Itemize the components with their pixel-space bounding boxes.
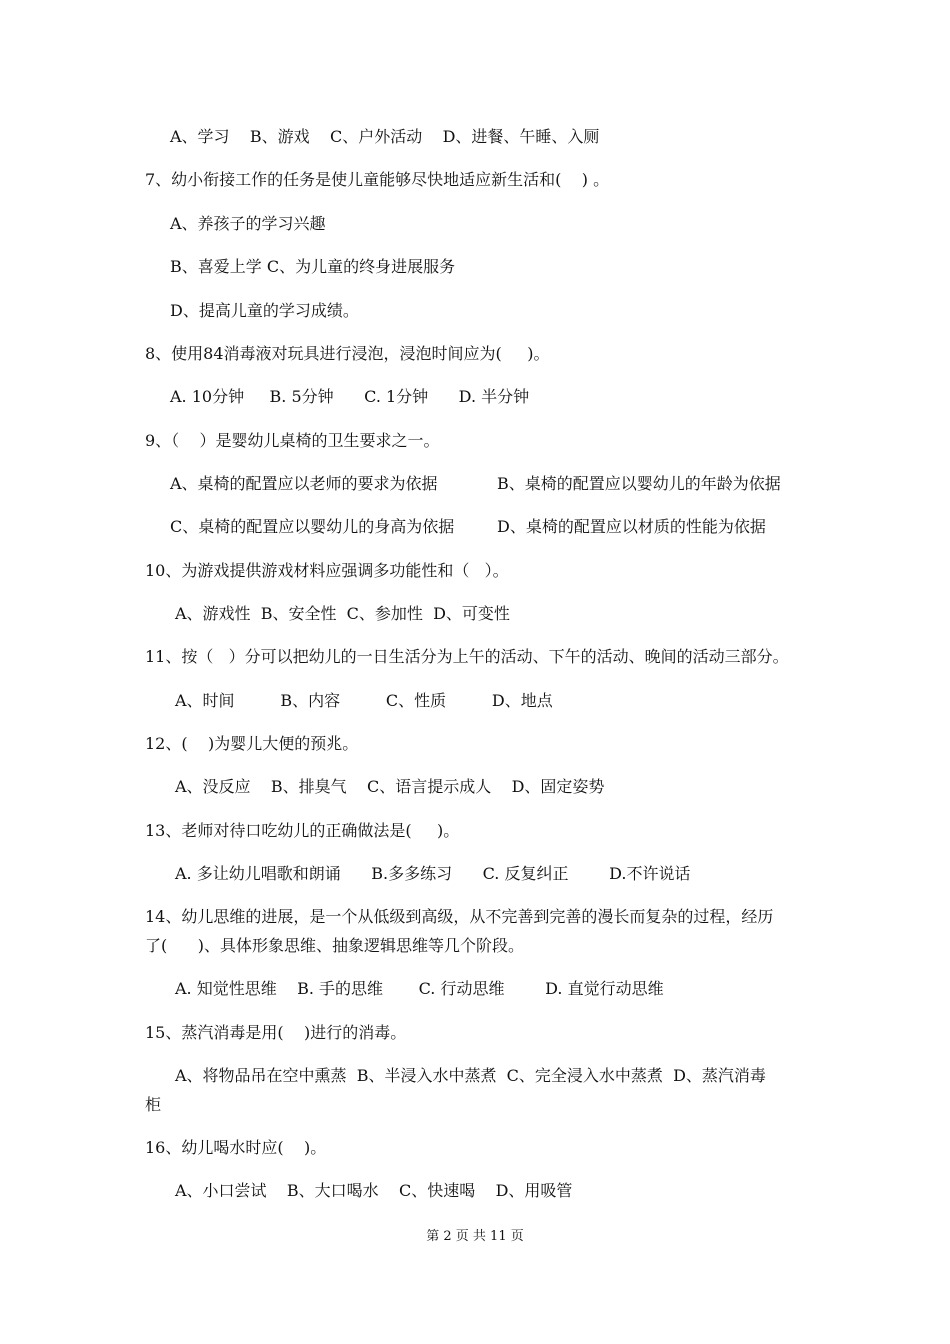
q11-text: 11、按（ ）分可以把幼儿的一日生活分为上午的活动、下午的活动、晚间的活动三部分。 — [145, 647, 789, 666]
q7-option-d: D、提高儿童的学习成绩。 — [170, 301, 359, 320]
q16-options: A、小口尝试 B、大口喝水 C、快速喝 D、用吸管 — [175, 1181, 573, 1200]
q14-options: A. 知觉性思维 B. 手的思维 C. 行动思维 D. 直觉行动思维 — [175, 979, 664, 998]
q9-text: 9、（ ）是婴幼儿桌椅的卫生要求之一。 — [145, 431, 440, 450]
q10-options: A、游戏性 B、安全性 C、参加性 D、可变性 — [175, 604, 510, 623]
q7-option-bc: B、喜爱上学 C、为儿童的终身进展服务 — [170, 257, 456, 276]
page-footer: 第 2 页 共 11 页 — [426, 1229, 524, 1244]
q16-text: 16、幼儿喝水时应( )。 — [145, 1138, 327, 1157]
q14-text-line1: 14、幼儿思维的进展，是一个从低级到高级，从不完善到完善的漫长而复杂的过程，经历 — [145, 907, 774, 926]
q7-text: 7、幼小衔接工作的任务是使儿童能够尽快地适应新生活和( ) 。 — [145, 170, 610, 189]
q12-options: A、没反应 B、排臭气 C、语言提示成人 D、固定姿势 — [175, 777, 605, 796]
q14-text-line2: 了( )、具体形象思维、抽象逻辑思维等几个阶段。 — [145, 936, 525, 955]
q15-text: 15、蒸汽消毒是用( )进行的消毒。 — [145, 1023, 407, 1042]
q11-options: A、时间 B、内容 C、性质 D、地点 — [175, 691, 553, 710]
q10-text: 10、为游戏提供游戏材料应强调多功能性和（ ）。 — [145, 561, 509, 580]
q9-option-b: B、桌椅的配置应以婴幼儿的年龄为依据 — [497, 474, 781, 493]
q9-option-c: C、桌椅的配置应以婴幼儿的身高为依据 — [170, 517, 455, 536]
q13-options: A. 多让幼儿唱歌和朗诵 B.多多练习 C. 反复纠正 D.不许说话 — [175, 864, 691, 883]
q7-option-a: A、养孩子的学习兴趣 — [170, 214, 326, 233]
q15-options-wrap: 柜 — [145, 1095, 162, 1114]
q8-text: 8、使用84消毒液对玩具进行浸泡，浸泡时间应为( )。 — [145, 344, 550, 363]
q12-text: 12、( )为婴儿大便的预兆。 — [145, 734, 359, 753]
q9-option-d: D、桌椅的配置应以材质的性能为依据 — [497, 517, 766, 536]
q15-options: A、将物品吊在空中熏蒸 B、半浸入水中蒸煮 C、完全浸入水中蒸煮 D、蒸汽消毒 — [175, 1066, 766, 1085]
q8-options: A. 10分钟 B. 5分钟 C. 1分钟 D. 半分钟 — [170, 387, 530, 406]
q13-text: 13、老师对待口吃幼儿的正确做法是( )。 — [145, 821, 460, 840]
q6-options: A、学习 B、游戏 C、户外活动 D、进餐、午睡、入厕 — [170, 127, 600, 146]
q9-option-a: A、桌椅的配置应以老师的要求为依据 — [170, 474, 438, 493]
